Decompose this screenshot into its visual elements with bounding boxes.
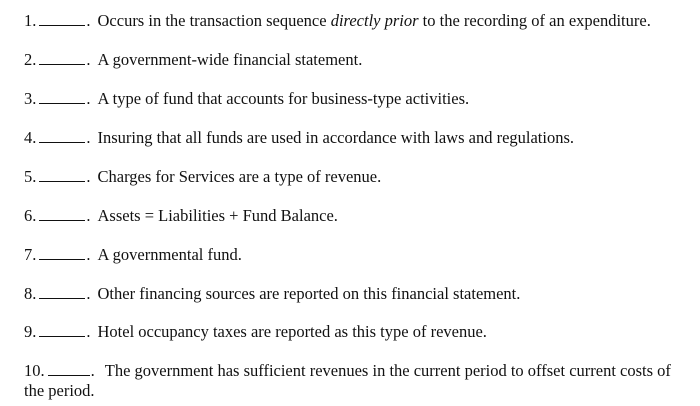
answer-blank-3[interactable] <box>39 89 85 104</box>
blank-separator: . <box>90 361 95 380</box>
question-text: Insuring that all funds are used in accordance with laws and regulations. <box>97 128 575 147</box>
question-text: Other financing sources are reported on this financial statement. <box>97 284 521 303</box>
question-number: 10. <box>24 361 45 380</box>
question-text: Occurs in the transaction sequence <box>97 11 331 30</box>
question-number: 1. <box>24 11 37 30</box>
blank-separator: . <box>86 167 91 186</box>
question-text: The government has sufficient revenues in the current period to offset current costs of the period. <box>24 361 671 400</box>
answer-blank-7[interactable] <box>39 245 85 260</box>
question-number: 9. <box>24 322 37 341</box>
blank-separator: . <box>86 11 91 30</box>
question-number: 4. <box>24 128 37 147</box>
question-number: 3. <box>24 89 37 108</box>
blank-separator: . <box>86 50 91 69</box>
question-5 <box>24 167 686 187</box>
question-3 <box>24 89 686 109</box>
question-7 <box>24 245 686 265</box>
question-9 <box>24 322 686 342</box>
question-number: 7. <box>24 245 37 264</box>
answer-blank-8[interactable] <box>39 284 85 299</box>
blank-separator: . <box>86 206 91 225</box>
question-number: 2. <box>24 50 37 69</box>
blank-separator: . <box>86 322 91 341</box>
answer-blank-4[interactable] <box>39 128 85 143</box>
answer-blank-5[interactable] <box>39 167 85 182</box>
question-6 <box>24 206 686 226</box>
question-text-end: to the recording of an expenditure. <box>418 11 651 30</box>
question-text: A type of fund that accounts for business-type activities. <box>97 89 470 108</box>
answer-blank-10[interactable] <box>48 361 90 376</box>
blank-separator: . <box>86 245 91 264</box>
question-10 <box>24 361 686 401</box>
answer-blank-9[interactable] <box>39 322 85 337</box>
question-text: A governmental fund. <box>97 245 242 264</box>
question-text: A government-wide financial statement. <box>97 50 363 69</box>
question-number: 8. <box>24 284 37 303</box>
answer-blank-6[interactable] <box>39 206 85 221</box>
blank-separator: . <box>86 128 91 147</box>
question-1 <box>24 11 686 31</box>
answer-blank-2[interactable] <box>39 50 85 65</box>
blank-separator: . <box>86 89 91 108</box>
question-text: Charges for Services are a type of revenue. <box>97 167 382 186</box>
question-number: 5. <box>24 167 37 186</box>
question-8 <box>24 284 686 304</box>
blank-separator: . <box>86 284 91 303</box>
question-4 <box>24 128 686 148</box>
question-emphasis: directly prior <box>330 11 419 30</box>
question-text: Assets = Liabilities + Fund Balance. <box>97 206 338 225</box>
question-number: 6. <box>24 206 37 225</box>
question-2 <box>24 50 686 70</box>
answer-blank-1[interactable] <box>39 11 85 26</box>
question-text: Hotel occupancy taxes are reported as this type of revenue. <box>97 322 487 341</box>
